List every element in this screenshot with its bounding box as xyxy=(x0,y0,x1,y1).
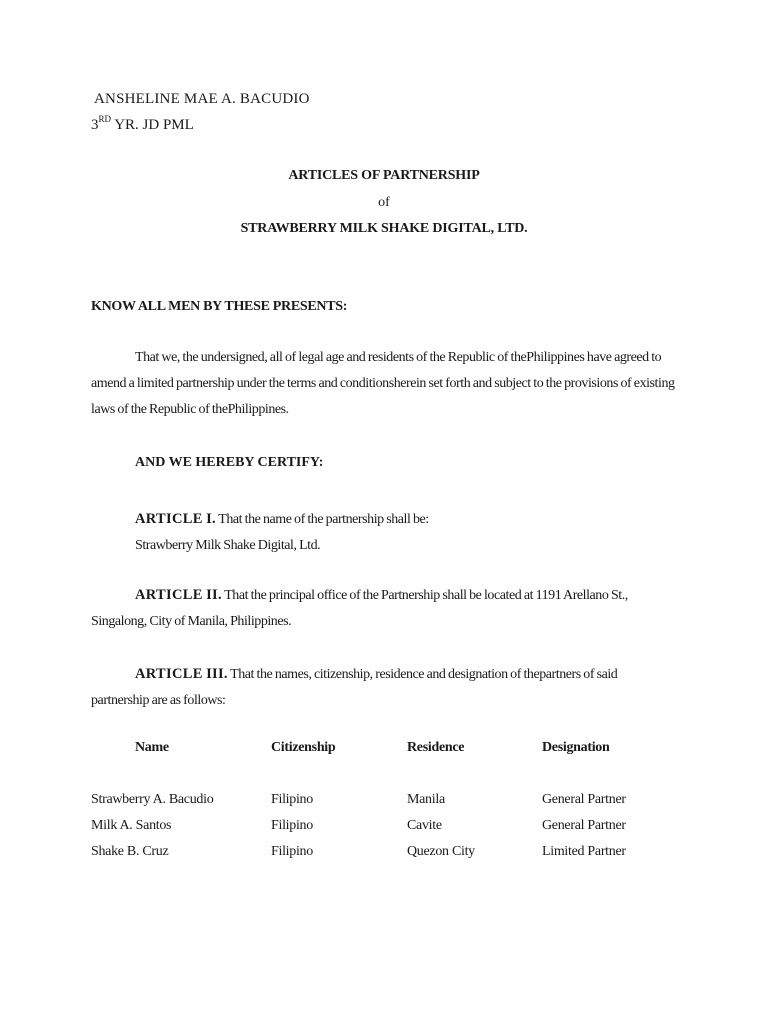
author-year-suffix: RD xyxy=(98,114,112,124)
table-header-residence: Residence xyxy=(407,740,465,755)
table-cell-residence: Manila xyxy=(407,792,445,807)
article-2-text: That the principal office of the Partnership shall be located at 1191 Arellano St., xyxy=(221,588,628,603)
intro-paragraph-line: That we, the undersigned, all of legal age and residents of the Republic of thePhilippines have agreed to xyxy=(135,350,662,365)
intro-heading: KNOW ALL MEN BY THESE PRESENTS: xyxy=(91,299,348,314)
author-year-program: YR. JD PML xyxy=(111,117,194,133)
article-1 xyxy=(91,506,691,559)
table-cell-designation: Limited Partner xyxy=(542,844,626,859)
intro-paragraph-line: amend a limited partnership under the terms and conditionsherein set forth and subject to the provisions of existing xyxy=(91,376,675,391)
article-3-text: That the names, citizenship, residence and designation of thepartners of said xyxy=(227,667,618,682)
article-3-label: ARTICLE III. xyxy=(135,666,228,682)
table-cell-citizenship: Filipino xyxy=(271,844,313,859)
article-2-line-2: Singalong, City of Manila, Philippines. xyxy=(91,614,292,629)
table-cell-residence: Quezon City xyxy=(407,844,475,859)
table-cell-citizenship: Filipino xyxy=(271,792,313,807)
article-1-line xyxy=(91,506,691,533)
table-cell-name: Shake B. Cruz xyxy=(91,844,169,859)
article-1-line-2: Strawberry Milk Shake Digital, Ltd. xyxy=(135,538,321,553)
intro-paragraph xyxy=(91,345,691,423)
article-3-line xyxy=(91,661,691,688)
intro-paragraph-line: laws of the Republic of thePhilippines. xyxy=(91,402,289,417)
document-title: ARTICLES OF PARTNERSHIP xyxy=(288,168,480,183)
article-1-text: That the name of the partnership shall be: xyxy=(215,512,429,527)
partnership-name-title: STRAWBERRY MILK SHAKE DIGITAL, LTD. xyxy=(240,221,528,236)
table-cell-name: Milk A. Santos xyxy=(91,818,172,833)
certify-heading: AND WE HEREBY CERTIFY: xyxy=(135,455,324,470)
article-3 xyxy=(91,661,691,714)
table-cell-residence: Cavite xyxy=(407,818,442,833)
author-year-level xyxy=(91,116,194,134)
article-2-line xyxy=(91,582,691,609)
table-header-designation: Designation xyxy=(542,740,610,755)
table-cell-designation: General Partner xyxy=(542,818,626,833)
table-header-citizenship: Citizenship xyxy=(271,740,336,755)
table-header-name: Name xyxy=(135,740,169,755)
article-1-label: ARTICLE I. xyxy=(135,511,216,527)
article-3-line-2: partnership are as follows: xyxy=(91,693,226,708)
article-2-label: ARTICLE II. xyxy=(135,587,222,603)
author-year-number: 3 xyxy=(91,117,99,133)
table-cell-designation: General Partner xyxy=(542,792,626,807)
table-cell-name: Strawberry A. Bacudio xyxy=(91,792,214,807)
document-title-of: of xyxy=(378,195,390,210)
author-name: ANSHELINE MAE A. BACUDIO xyxy=(94,91,310,107)
table-cell-citizenship: Filipino xyxy=(271,818,313,833)
article-2 xyxy=(91,582,691,635)
